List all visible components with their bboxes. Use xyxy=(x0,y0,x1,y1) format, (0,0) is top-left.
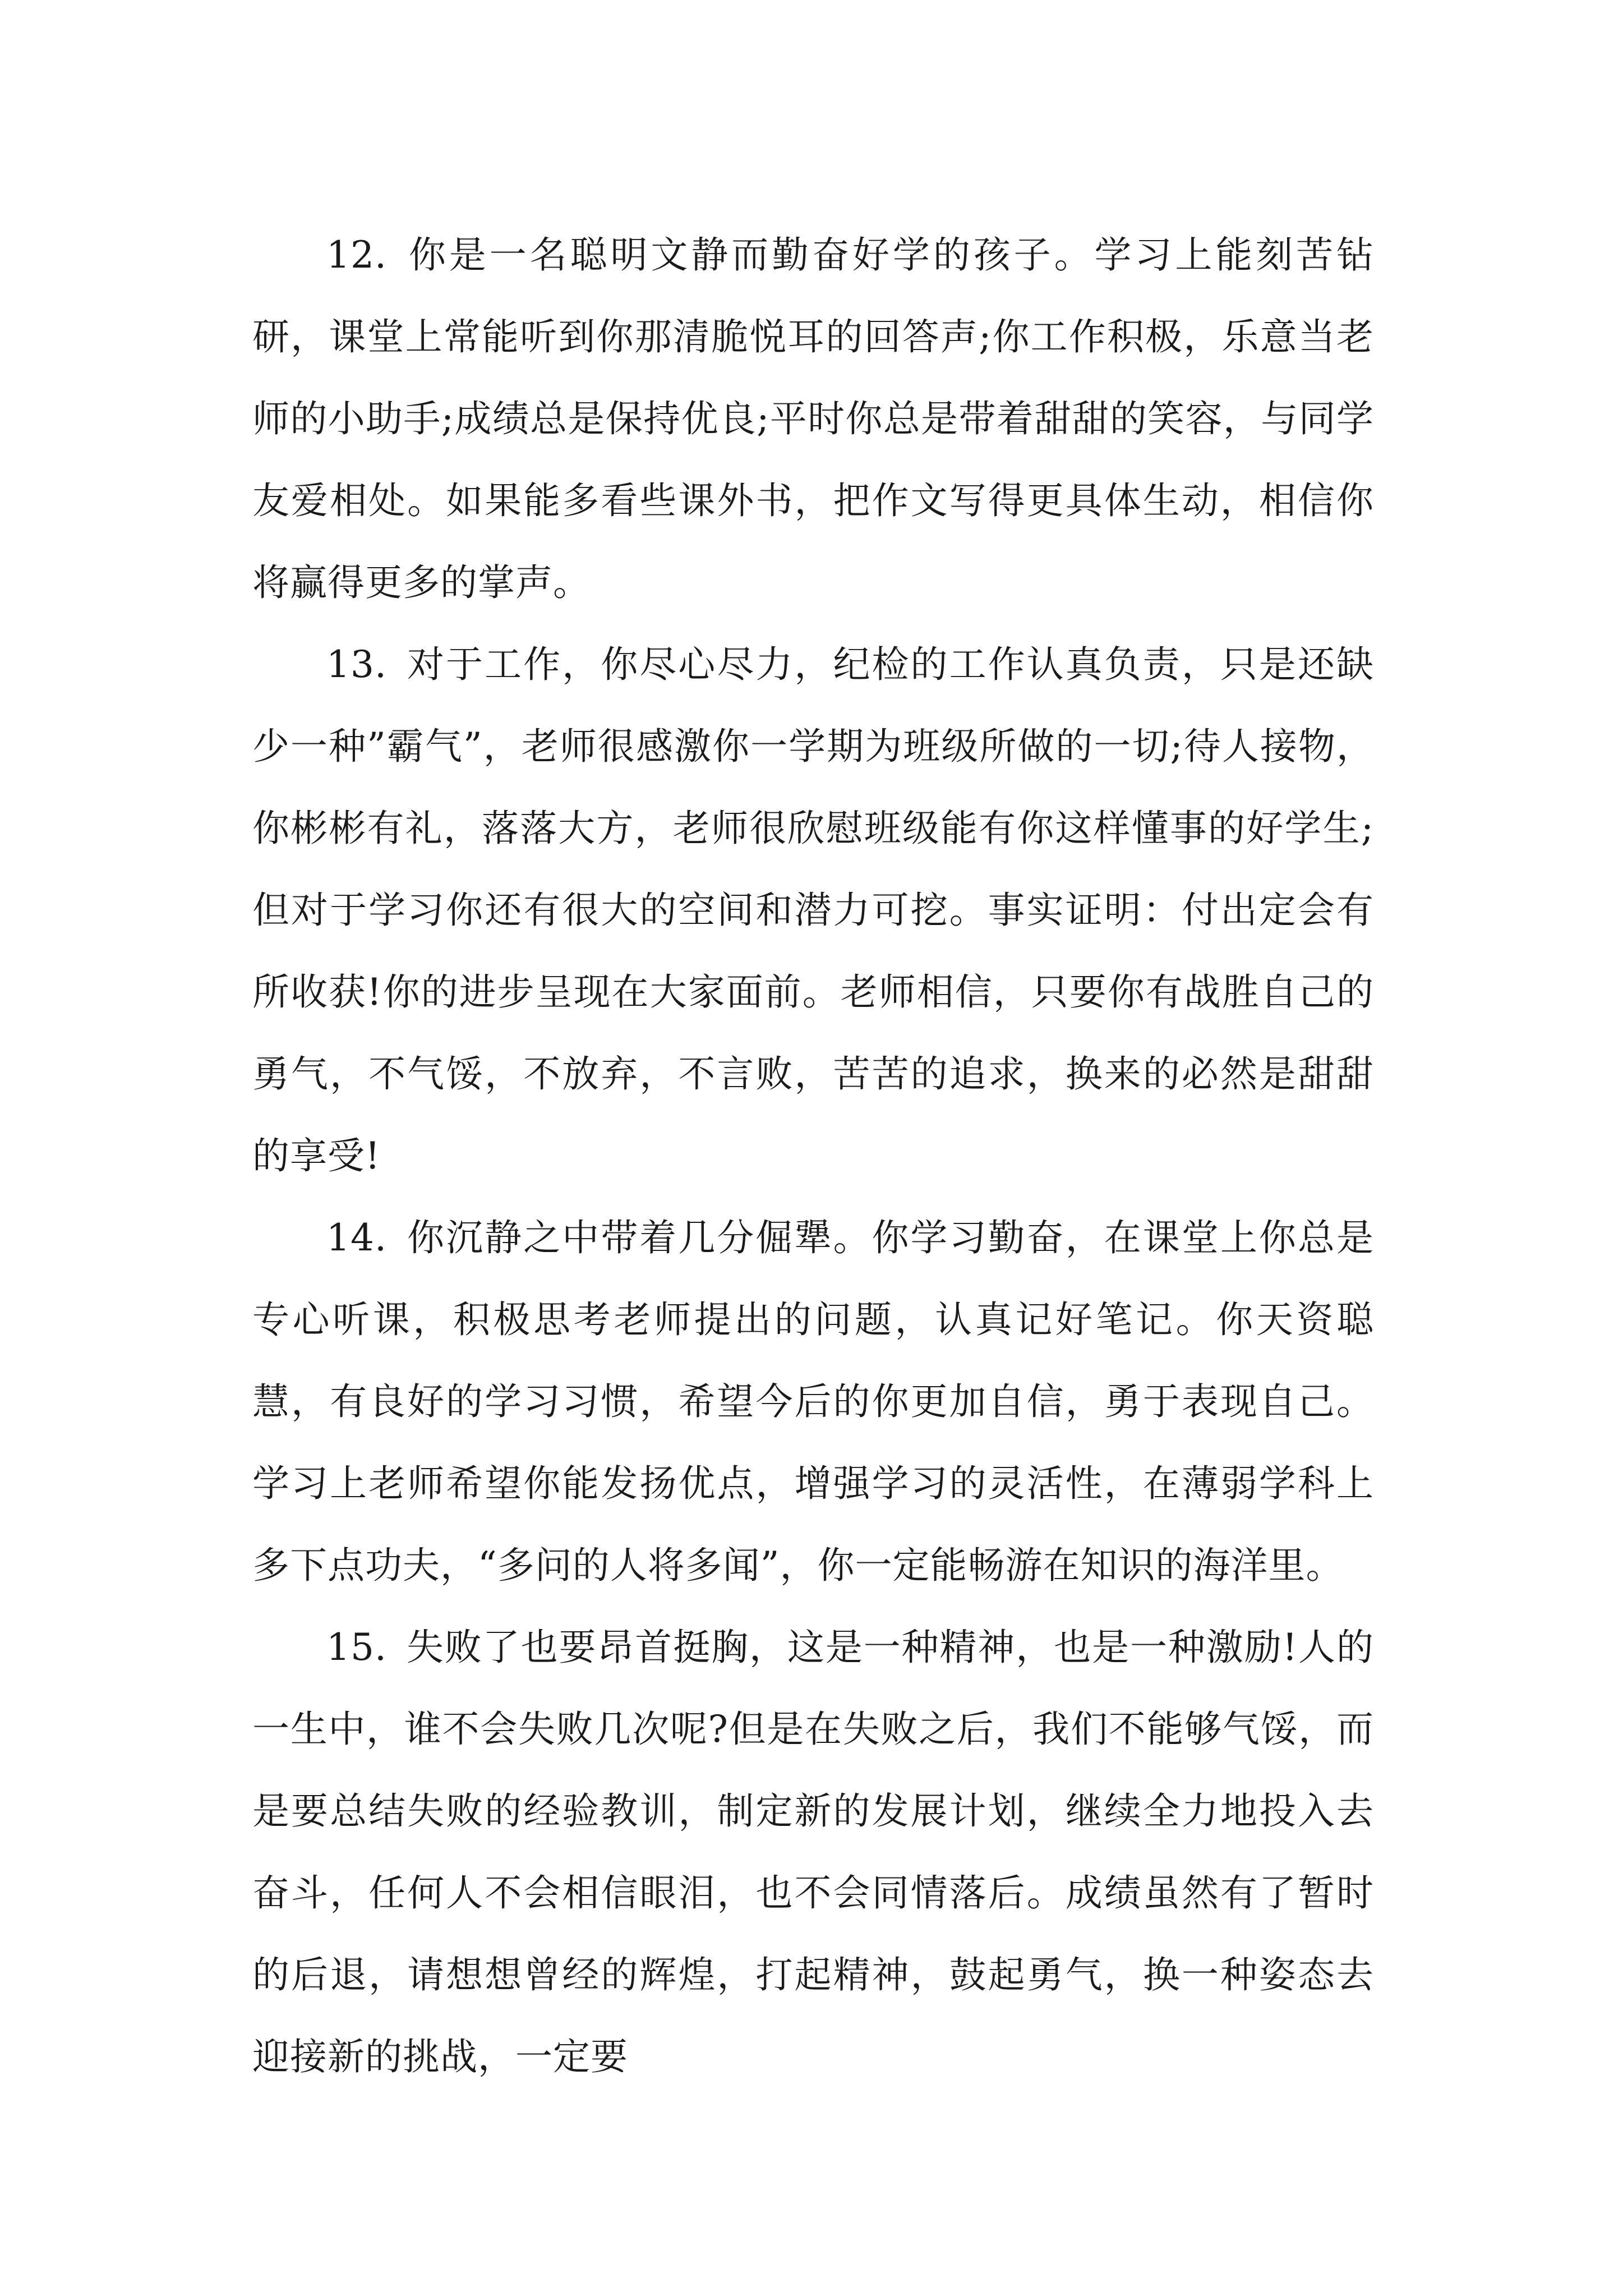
paragraph-number: 14. xyxy=(326,1216,387,1259)
document-body xyxy=(252,214,1374,2098)
paragraph-number: 13. xyxy=(326,643,387,686)
paragraph-text: 失败了也要昂首挺胸，这是一种精神，也是一种激励!人的一生中，谁不会失败几次呢?但是在失败之后，我们不能够气馁，而是要总结失败的经验教训，制定新的发展计划，继续全力地投入去奋斗，任何人不会相信眼泪，也不会同情落后。成绩虽然有了暂时的后退，请想想曾经的辉煌，打起精神，鼓起勇气，换一种姿态去迎接新的挑战，一定要 xyxy=(252,1626,1374,2078)
paragraph-15 xyxy=(252,1607,1374,2098)
paragraph-number: 15. xyxy=(326,1626,387,1669)
paragraph-text: 你是一名聪明文静而勤奋好学的孩子。学习上能刻苦钻研，课堂上常能听到你那清脆悦耳的回答声;你工作积极，乐意当老师的小助手;成绩总是保持优良;平时你总是带着甜甜的笑容，与同学友爱相处。如果能多看些课外书，把作文写得更具体生动，相信你将赢得更多的掌声。 xyxy=(252,233,1374,604)
paragraph-text: 你沉静之中带着几分倔犟。你学习勤奋，在课堂上你总是专心听课，积极思考老师提出的问题，认真记好笔记。你天资聪慧，有良好的学习习惯，希望今后的你更加自信，勇于表现自己。学习上老师希望你能发扬优点，增强学习的灵活性，在薄弱学科上多下点功夫，“多问的人将多闻”，你一定能畅游在知识的海洋里。 xyxy=(252,1216,1374,1587)
paragraph-number: 12. xyxy=(326,233,387,277)
paragraph-12 xyxy=(252,214,1374,624)
paragraph-14 xyxy=(252,1197,1374,1607)
paragraph-text: 对于工作，你尽心尽力，纪检的工作认真负责，只是还缺少一种”霸气”，老师很感激你一学期为班级所做的一切;待人接物，你彬彬有礼，落落大方，老师很欣慰班级能有你这样懂事的好学生;但对于学习你还有很大的空间和潜力可挖。事实证明：付出定会有所收获!你的进步呈现在大家面前。老师相信，只要你有战胜自己的勇气，不气馁，不放弃，不言败，苦苦的追求，换来的必然是甜甜的享受! xyxy=(252,643,1374,1177)
paragraph-13 xyxy=(252,624,1374,1197)
